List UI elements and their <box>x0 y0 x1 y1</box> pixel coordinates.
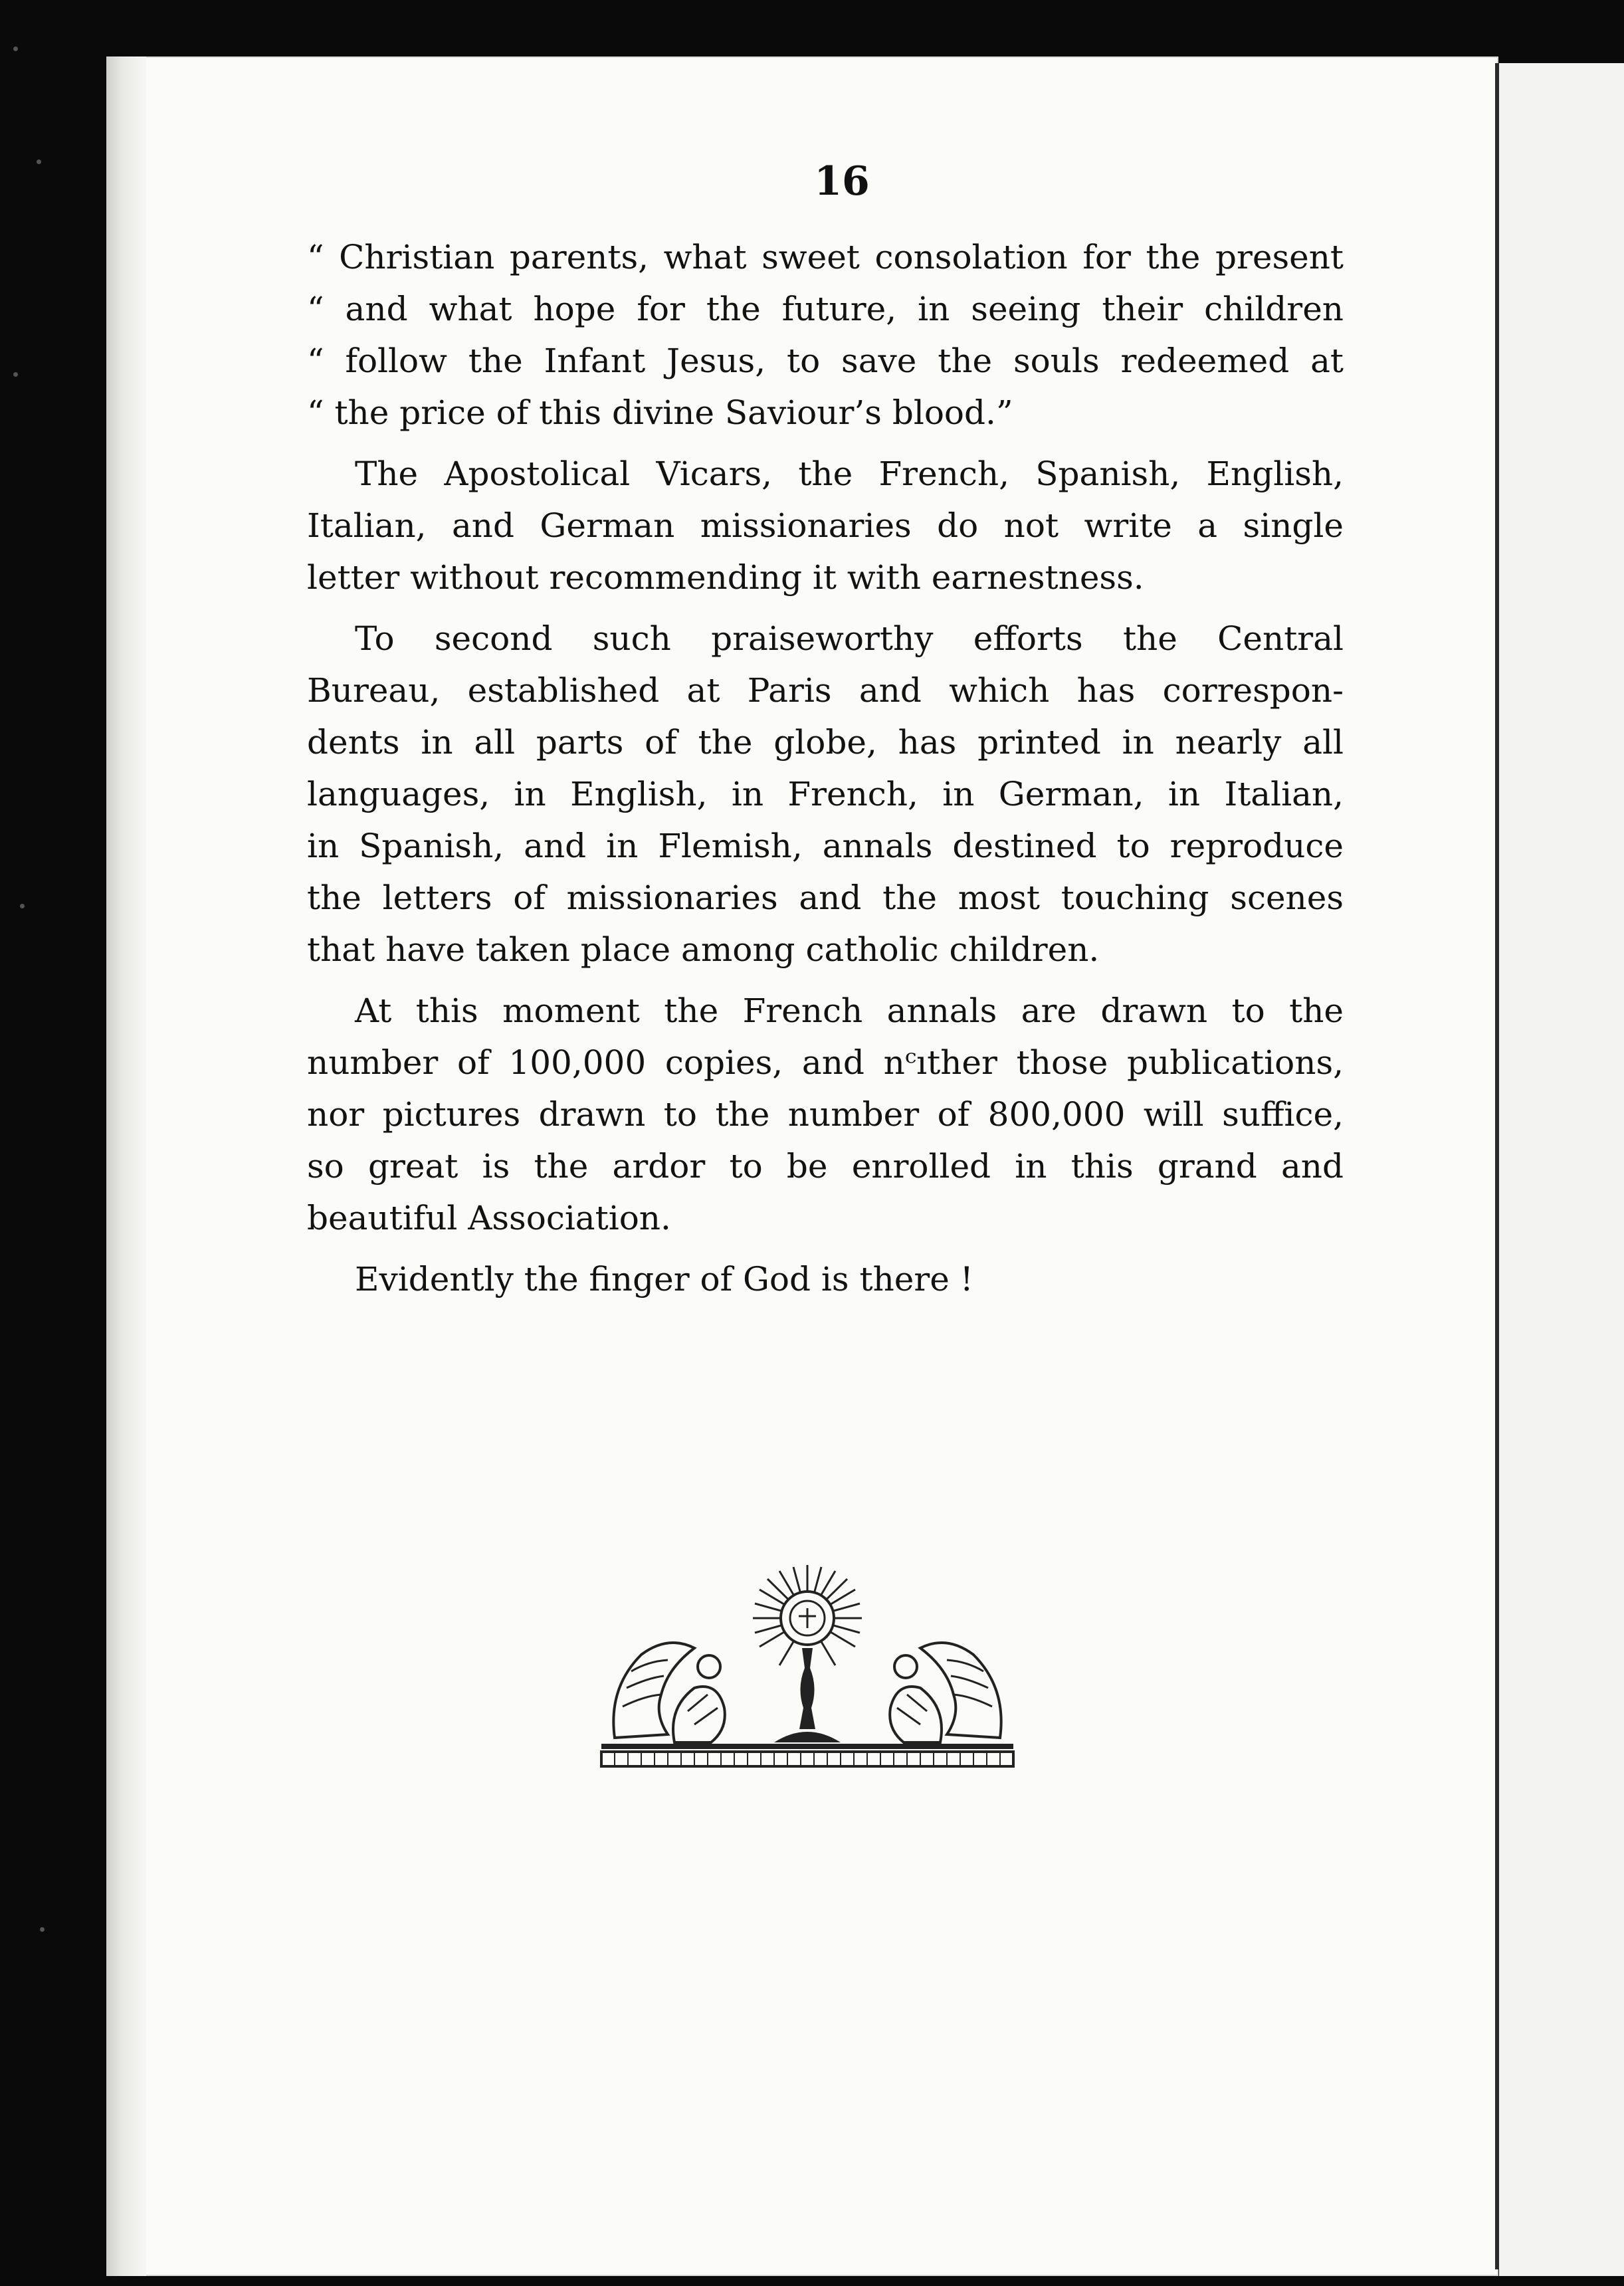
text-line: letter without recommending it with earnestness. <box>307 558 1144 597</box>
text-line: dents in all parts of the globe, has printed in nearly all <box>307 723 1344 762</box>
text-line: “ follow the Infant Jesus, to save the souls redeemed at <box>307 342 1344 380</box>
page-edge <box>106 56 146 2276</box>
facing-page-edge <box>1499 63 1624 2276</box>
text-line: At this moment the French annals are drawn to the <box>355 991 1344 1030</box>
text-line: beautiful Association. <box>307 1199 671 1237</box>
dust-speck <box>40 1927 45 1932</box>
text-line: The Apostolical Vicars, the French, Spanish, English, <box>355 455 1344 493</box>
dust-speck <box>13 47 18 51</box>
dust-speck <box>13 372 18 377</box>
text-line: “ the price of this divine Saviour’s blood.” <box>307 393 1013 432</box>
text-line: “ Christian parents, what sweet consolation for the present <box>307 238 1344 276</box>
text-line: that have taken place among catholic children. <box>307 930 1100 969</box>
body-text <box>307 231 1344 1305</box>
text-line: Bureau, established at Paris and which has correspon- <box>307 671 1344 710</box>
text-line: languages, in English, in French, in German, in Italian, <box>307 775 1344 813</box>
monstrance-with-kneeling-angels-icon <box>595 1555 1020 1774</box>
text-line: Italian, and German missionaries do not write a single <box>307 506 1344 545</box>
text-line: “ and what hope for the future, in seeing their children <box>307 290 1344 328</box>
text-line: so great is the ardor to be enrolled in this grand and <box>307 1147 1344 1186</box>
text-line: Evidently the finger of God is there ! <box>355 1260 973 1299</box>
text-line: the letters of missionaries and the most touching scenes <box>307 879 1344 917</box>
text-line: nor pictures drawn to the number of 800,000 will suffice, <box>307 1095 1344 1134</box>
dust-speck <box>20 904 25 908</box>
page-number: 16 <box>814 158 870 205</box>
text-line: To second such praiseworthy efforts the Central <box>355 619 1344 658</box>
text-line: number of 100,000 copies, and nᶜıther those publications, <box>307 1043 1344 1082</box>
text-line: in Spanish, and in Flemish, annals destined to reproduce <box>307 827 1344 865</box>
